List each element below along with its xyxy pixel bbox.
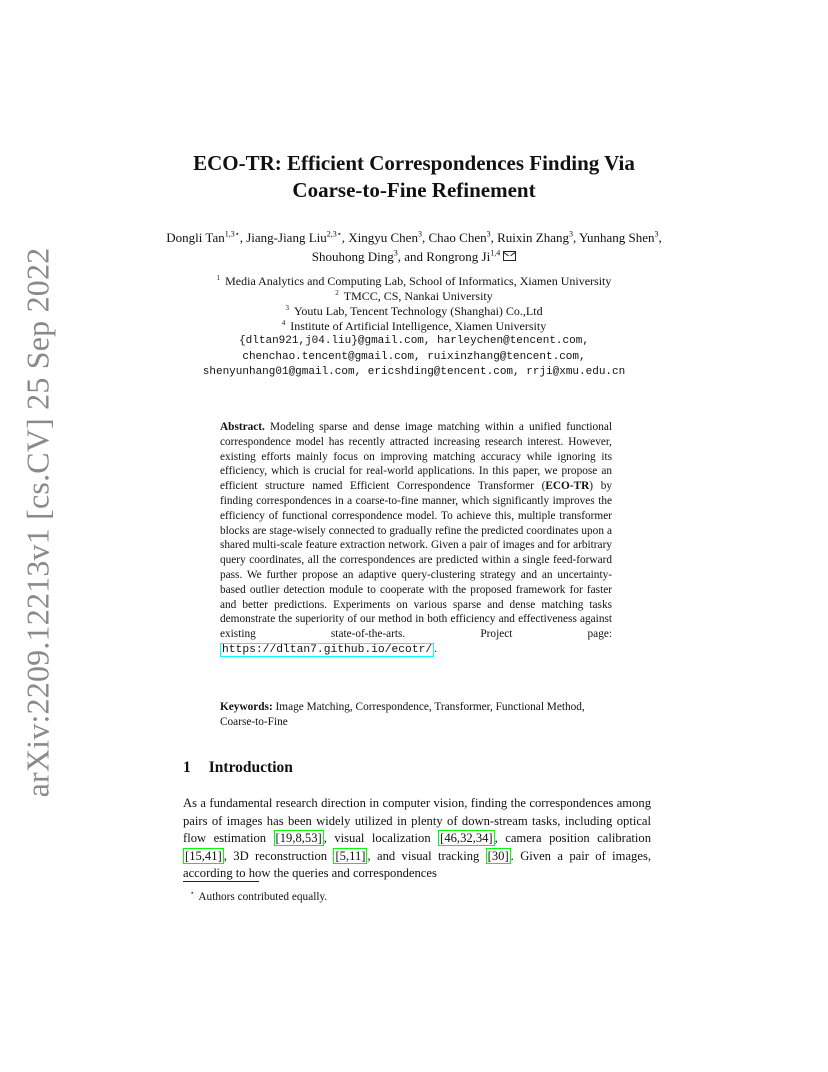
affiliations [150,274,678,334]
author-emails [150,334,678,381]
method-name: ECO-TR [545,480,590,493]
keywords [220,700,612,730]
email-line: shenyunhang01@gmail.com, ericshding@tencent.com, rrji@xmu.edu.cn [202,366,626,378]
section-title: Introduction [208,759,293,776]
author: Yunhang Shen$^3$, [579,229,662,245]
title-line-1: ECO-TR: Efficient Correspondences Finding Via [193,151,635,175]
keywords-text: Image Matching, Correspondence, Transformer, Functional Method, Coarse-to-Fine [220,701,585,728]
footnote-mark: ⋆ [190,889,195,897]
intro-paragraph: As a fundamental research direction in computer vision, finding the correspondences among pairs of images has been widely utilized in plenty of down-stream tasks, including optical flow estimation [19,8,53] , visual localization [46,32,34] , camera position calibration [15,41] , 3D reconstruction [5,11] , and visual tracking [30] . Given a pair of images, according to how the queries and correspondences [183,796,651,880]
citation-link[interactable]: [30] [487,848,509,863]
author: Xingyu Chen$^3$, [348,229,429,245]
author-list [150,228,678,266]
title-line-2: Coarse-to-Fine Refinement [292,178,536,202]
abstract-label: Abstract. [220,421,265,433]
section-number: 1 [183,759,191,776]
author: Jiang-Jiang Liu$^{2,3⋆}$, [246,229,349,245]
author: Chao Chen$^3$, [428,229,498,245]
affiliation: $^1$ Media Analytics and Computing Lab, School of Informatics, Xiamen University [216,274,612,288]
citation-link[interactable]: [46,32,34] [440,831,493,845]
author: Rongrong Ji$^{1,4}$ [426,248,501,264]
keywords-label: Keywords: [220,701,273,713]
citation-link[interactable]: [19,8,53] [275,831,322,845]
email-line: chenchao.tencent@gmail.com, ruixinzhang@tencent.com, [242,350,586,363]
footnote-divider [183,881,259,882]
author: Shouhong Ding$^3$, and [311,248,427,264]
arxiv-stamp [10,247,66,797]
affiliation: $^4$ Institute of Artificial Intelligence, Xiamen University [281,319,547,333]
abstract: Abstract. Modeling sparse and dense image matching within a unified functional correspondence model has recently attracted increasing research interest. However, existing efforts mainly focus on improving matching accuracy while ignoring its efficiency, which is crucial for real-world applications. In this paper, we propose an efficient structure named Efficient Correspondence Transformer (ECO-TR) by finding correspondences in a coarse-to-fine manner, which significantly improves the efficiency of functional correspondence model. To achieve this, multiple transformer blocks are stage-wisely connected to gradually refine the predicted coordinates upon a shared multi-scale feature extraction network. Given a pair of images and for arbitrary query coordinates, all the correspondences are predicted within a single feed-forward pass. We further propose an adaptive query-clustering strategy and an uncertainty-based outlier detection module to cooperate with the proposed framework for faster and better predictions. Experiments on various sparse and dense matching tasks demonstrate the superiority of our method in both efficiency and effectiveness against existing state-of-the-arts. Project page: https://dltan7.github.io/ecotr/ . [220,421,613,656]
affiliation: $^2$ TMCC, CS, Nankai University [335,289,493,303]
email-line: {dltan921,j04.liu}@gmail.com, harleychen@tencent.com, [239,335,589,347]
paper-title [140,150,688,204]
author: Ruixin Zhang$^3$, [497,229,579,245]
project-page-link[interactable]: https://dltan7.github.io/ecotr/ [222,643,433,656]
citation-link[interactable]: [5,11] [335,848,366,863]
footnote [190,886,327,904]
author: Dongli Tan$^{1,3⋆}$, [166,229,247,245]
footnote-text: Authors contributed equally. [198,890,328,903]
envelope-icon [503,251,516,261]
affiliation: $^3$ Youtu Lab, Tencent Technology (Shanghai) Co.,Ltd [285,304,543,318]
citation-link[interactable]: [15,41] [185,848,222,863]
section-heading [183,759,293,777]
arxiv-identifier: arXiv:2209.12213v1 [cs.CV] 25 Sep 2022 [19,247,56,797]
